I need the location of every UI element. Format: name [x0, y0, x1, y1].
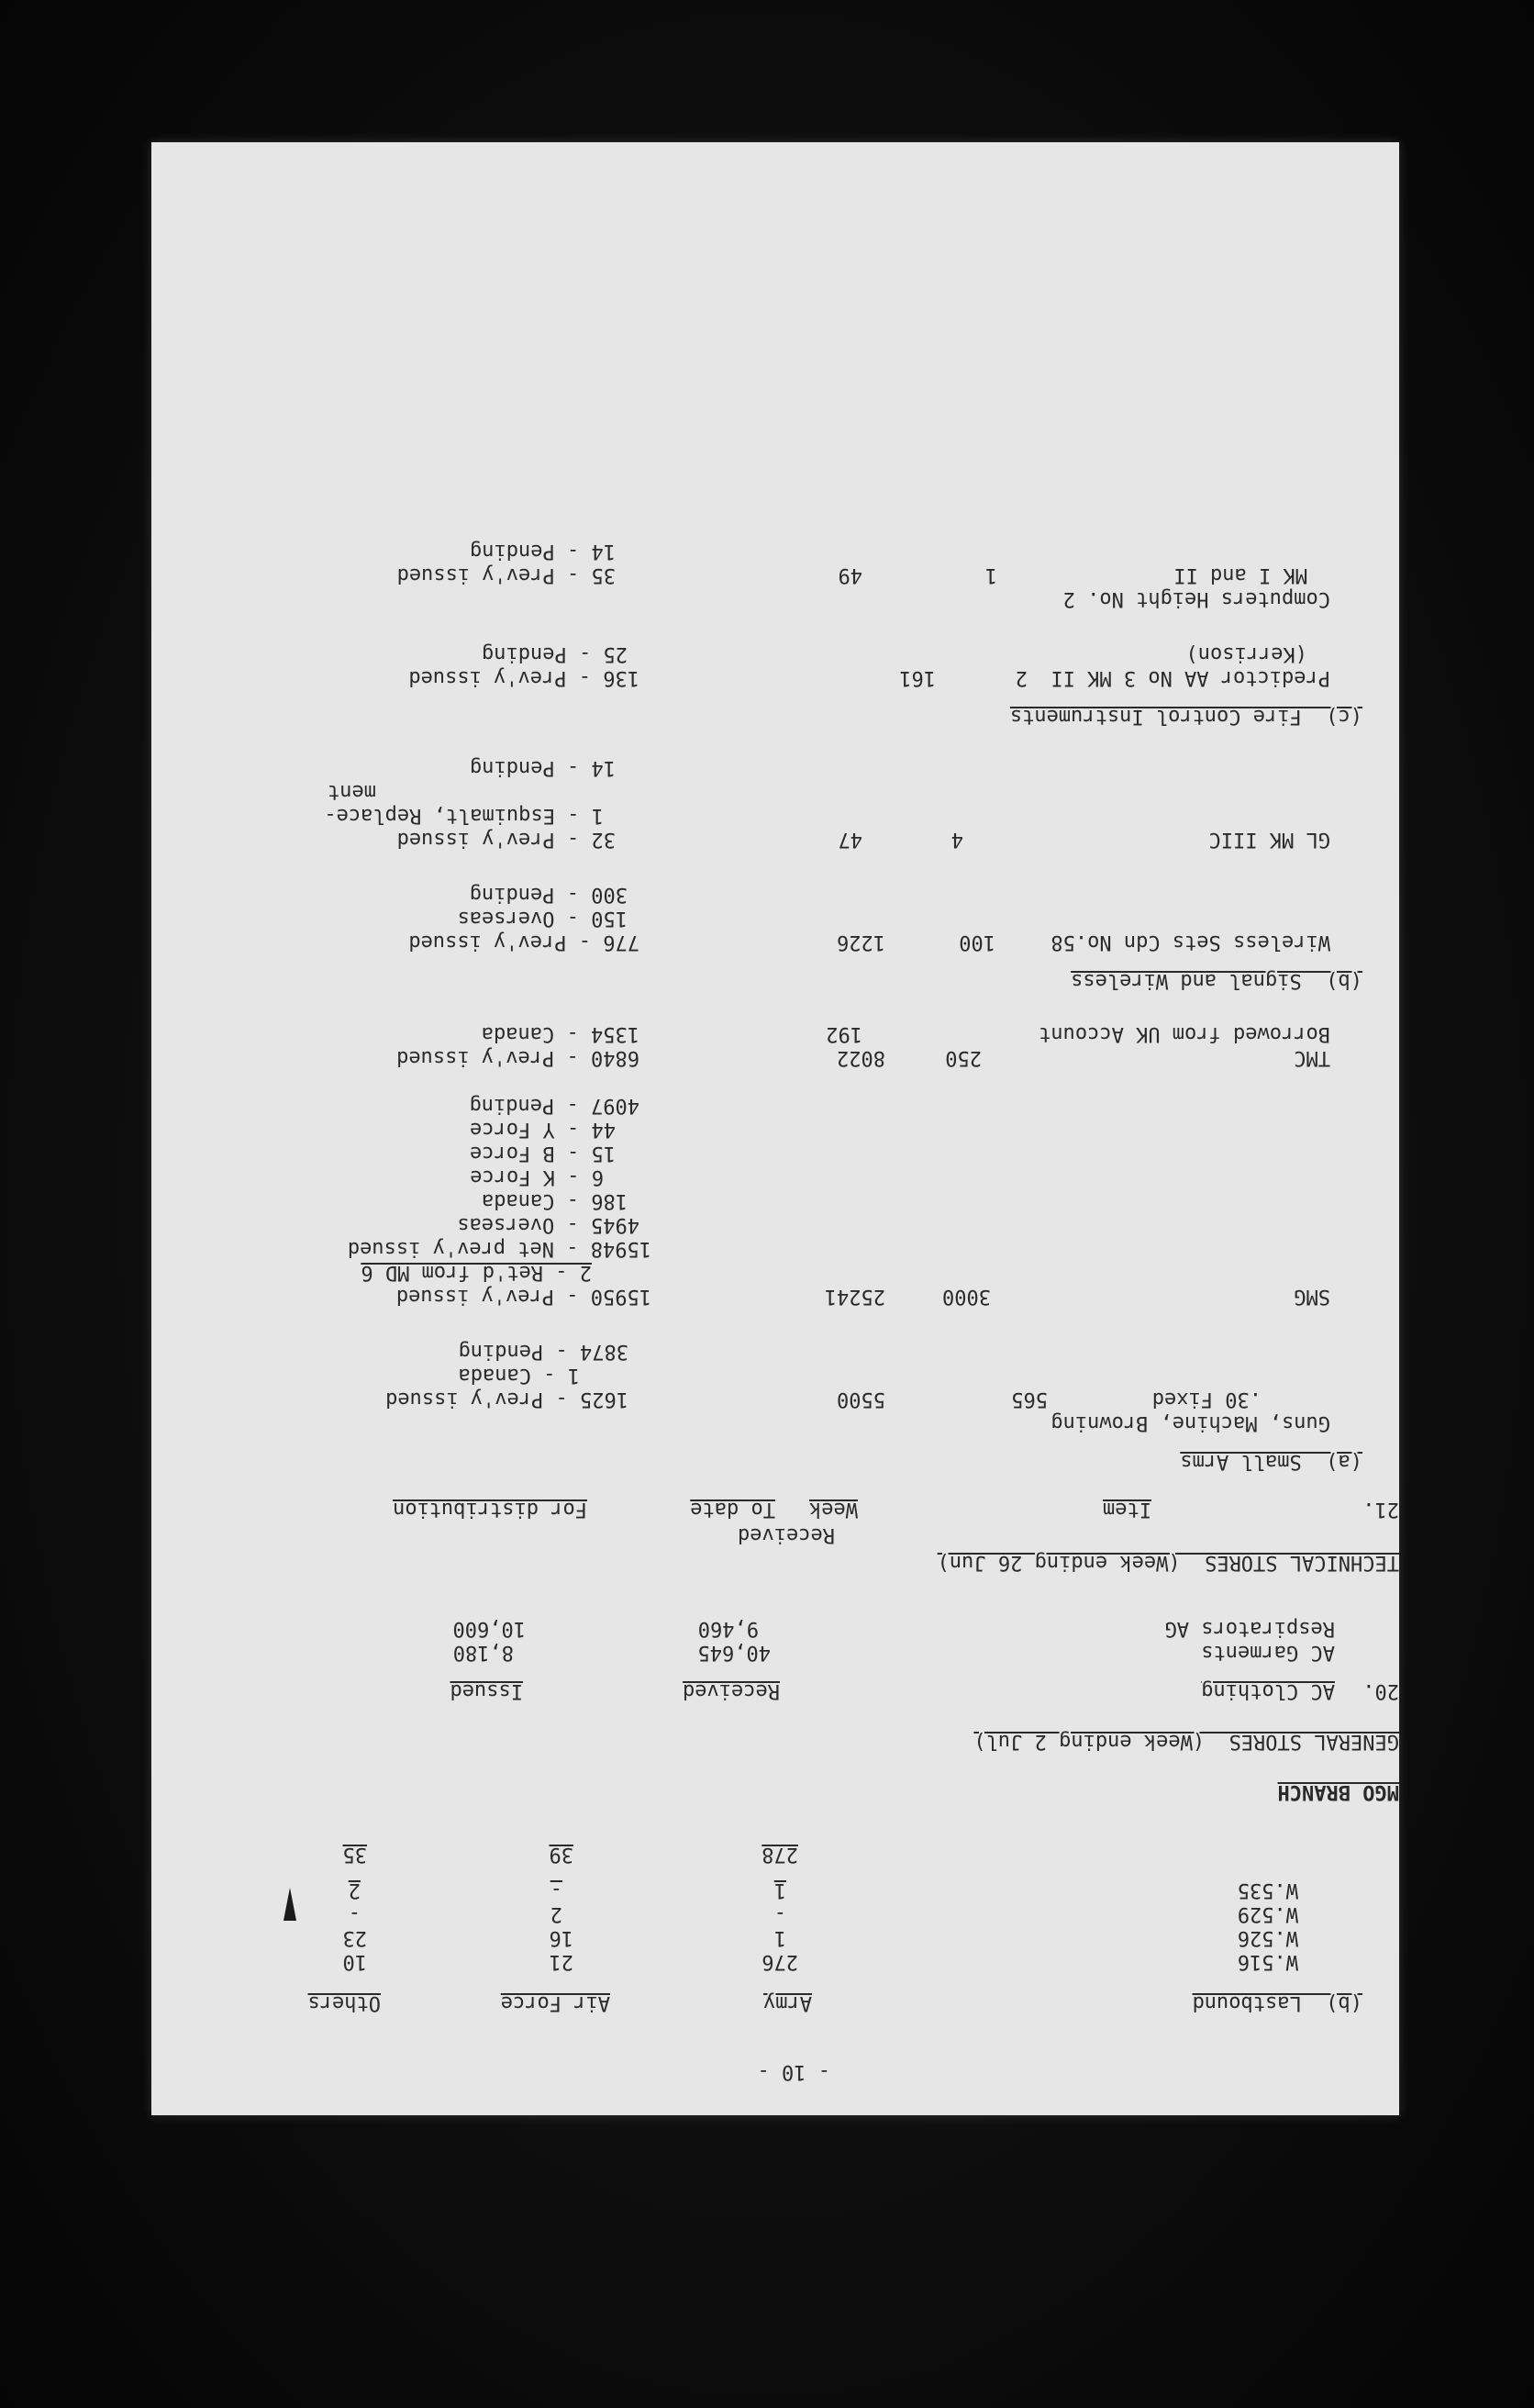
- row-army: 1: [773, 1926, 786, 1949]
- gl-dist-0: 32 - Prev'y issued: [396, 828, 616, 851]
- smg-dist-0: 15950 - Prev'y issued: [395, 1285, 651, 1308]
- predictor-week: 2: [1015, 666, 1028, 689]
- gl-dist-3: 14 - Pending: [470, 756, 616, 779]
- received-label: Received: [683, 1679, 780, 1702]
- row-label: W.535: [1237, 1878, 1298, 1901]
- computers-to-date: 49: [838, 563, 862, 586]
- tmc-sub: Borrowed from UK Account: [1039, 1022, 1330, 1045]
- guns-dist-0: 1625 - Prev'y issued: [385, 1388, 628, 1410]
- item-received: 9,460: [697, 1617, 759, 1640]
- col-others: Others: [307, 1991, 381, 2014]
- smg-dist-8: 4097 - Pending: [469, 1094, 639, 1117]
- guns-dist-2: 3874 - Pending: [458, 1340, 628, 1363]
- technical-stores-heading: [938, 1550, 1399, 1574]
- item-issued: 10,600: [452, 1617, 526, 1640]
- col-to-date: To date: [690, 1498, 775, 1521]
- computers-week: 1: [984, 563, 997, 586]
- row-others: 2: [348, 1878, 361, 1901]
- computers-dist-1: 14 - Pending: [470, 540, 616, 563]
- predictor-to-date: 161: [899, 666, 936, 689]
- item-issued: 8,180: [452, 1641, 514, 1664]
- tmc-dist-1: 1354 - Canada: [481, 1022, 639, 1045]
- computers-title: Computers Height No. 2: [1062, 587, 1330, 610]
- gl-to-date: 47: [838, 828, 862, 851]
- guns-to-date: 5500: [837, 1388, 885, 1410]
- col-for-distribution: For distribution: [393, 1498, 587, 1521]
- row-others: 23: [342, 1926, 367, 1949]
- general-stores-number: 20.: [1362, 1679, 1399, 1702]
- page-number: - 10 -: [757, 2060, 830, 2083]
- signal-heading: (b) Signal and Wireless: [1071, 969, 1362, 992]
- item-received: 40,645: [697, 1641, 771, 1664]
- guns-dist-1: 1 - Canada: [458, 1364, 580, 1387]
- item-name: AC Garments: [1201, 1641, 1335, 1664]
- smg-dist-2: 15948 - Net prev'y issued: [347, 1237, 651, 1260]
- guns-week: 565: [1011, 1388, 1048, 1410]
- gl-dist-2: ment: [328, 780, 376, 803]
- guns-sub: .30 Fixed: [1151, 1388, 1262, 1410]
- predictor-dist-0: 136 - Prev'y issued: [408, 666, 639, 689]
- predictor-sub: (Kerrison): [1185, 642, 1307, 665]
- total-others: 35: [342, 1843, 367, 1866]
- issued-label: Issued: [450, 1679, 523, 1702]
- predictor-dist-1: 25 - Pending: [482, 642, 628, 665]
- wireless-to-date: 1226: [837, 931, 885, 953]
- row-air: -: [550, 1878, 562, 1901]
- ac-clothing-heading: AC Clothing: [1201, 1679, 1335, 1702]
- received-label-technical: Received: [738, 1523, 835, 1546]
- document-page: [151, 142, 1399, 2115]
- computers-sub: MK I and II: [1173, 563, 1307, 586]
- tmc-dist-0: 6840 - Prev'y issued: [396, 1046, 639, 1069]
- item-name: Respirators AG: [1164, 1617, 1335, 1640]
- tick-mark-icon: [280, 1886, 300, 1923]
- gl-title: GL MK IIIC: [1208, 828, 1330, 851]
- col-army: Army: [763, 1991, 812, 2014]
- col-item: Item: [1103, 1498, 1151, 1521]
- small-arms-heading: (a) Small Arms: [1180, 1450, 1362, 1473]
- row-label: W.526: [1237, 1926, 1298, 1949]
- total-army: 278: [761, 1843, 798, 1866]
- guns-title: Guns, Machine, Browning: [1050, 1411, 1330, 1434]
- wireless-dist-0: 776 - Prev'y issued: [408, 931, 639, 953]
- row-air: 2: [550, 1902, 562, 1925]
- wireless-title: Wireless Sets Cdn No.58: [1050, 931, 1330, 953]
- lastbound-heading: (b) Lastbound: [1192, 1991, 1362, 2014]
- smg-dist-3: 4945 - Overseas: [457, 1213, 639, 1236]
- row-label: W.529: [1237, 1902, 1298, 1925]
- smg-week: 3000: [942, 1285, 991, 1308]
- col-week: Week: [809, 1498, 858, 1521]
- row-army: 276: [761, 1950, 798, 1973]
- wireless-dist-1: 150 - Overseas: [457, 907, 628, 930]
- smg-title: SMG: [1294, 1285, 1330, 1308]
- wireless-dist-2: 300 - Pending: [469, 883, 628, 906]
- fire-control-heading: (c) Fire Control Instruments: [1009, 705, 1362, 728]
- tmc-to-date-2: 192: [826, 1022, 862, 1045]
- col-air-force: Air Force: [500, 1991, 610, 2014]
- tmc-title: TMC: [1294, 1046, 1330, 1069]
- row-label: W.516: [1237, 1950, 1298, 1973]
- general-stores-heading: GENERAL STORES (Week ending 2 Jul): [973, 1730, 1399, 1753]
- row-army: 1: [773, 1878, 786, 1901]
- gl-week: 4: [950, 828, 963, 851]
- row-others: 10: [342, 1950, 367, 1973]
- smg-dist-7: 44 - Y Force: [470, 1118, 616, 1141]
- total-air: 39: [549, 1843, 573, 1866]
- wireless-week: 100: [959, 931, 995, 953]
- tmc-week: 250: [945, 1046, 982, 1069]
- branch-title: MGO BRANCH: [1277, 1780, 1399, 1803]
- predictor-title: Predictor AA No 3 MK II: [1050, 666, 1330, 689]
- tmc-to-date: 8022: [837, 1046, 885, 1069]
- smg-to-date: 25241: [824, 1285, 885, 1308]
- technical-stores-heading-text: TECHNICAL STORES (Week ending 26 Jun): [937, 1551, 1399, 1574]
- gl-dist-1: 1 - Esquimalt, Replace-: [324, 804, 604, 827]
- smg-dist-1: 2 - Ret'd from MD 6: [361, 1261, 592, 1284]
- smg-dist-4: 186 - Canada: [482, 1189, 628, 1212]
- smg-dist-6: 15 - B Force: [470, 1142, 616, 1165]
- smg-dist-5: 6 - K Force: [470, 1165, 604, 1188]
- technical-stores-number: 21.: [1362, 1498, 1399, 1521]
- row-army: -: [773, 1902, 786, 1925]
- row-air: 21: [549, 1950, 573, 1973]
- computers-dist-0: 35 - Prev'y issued: [396, 563, 616, 586]
- row-others: -: [348, 1902, 361, 1925]
- page-content-rotated: [151, 142, 1399, 2115]
- row-air: 16: [549, 1926, 573, 1949]
